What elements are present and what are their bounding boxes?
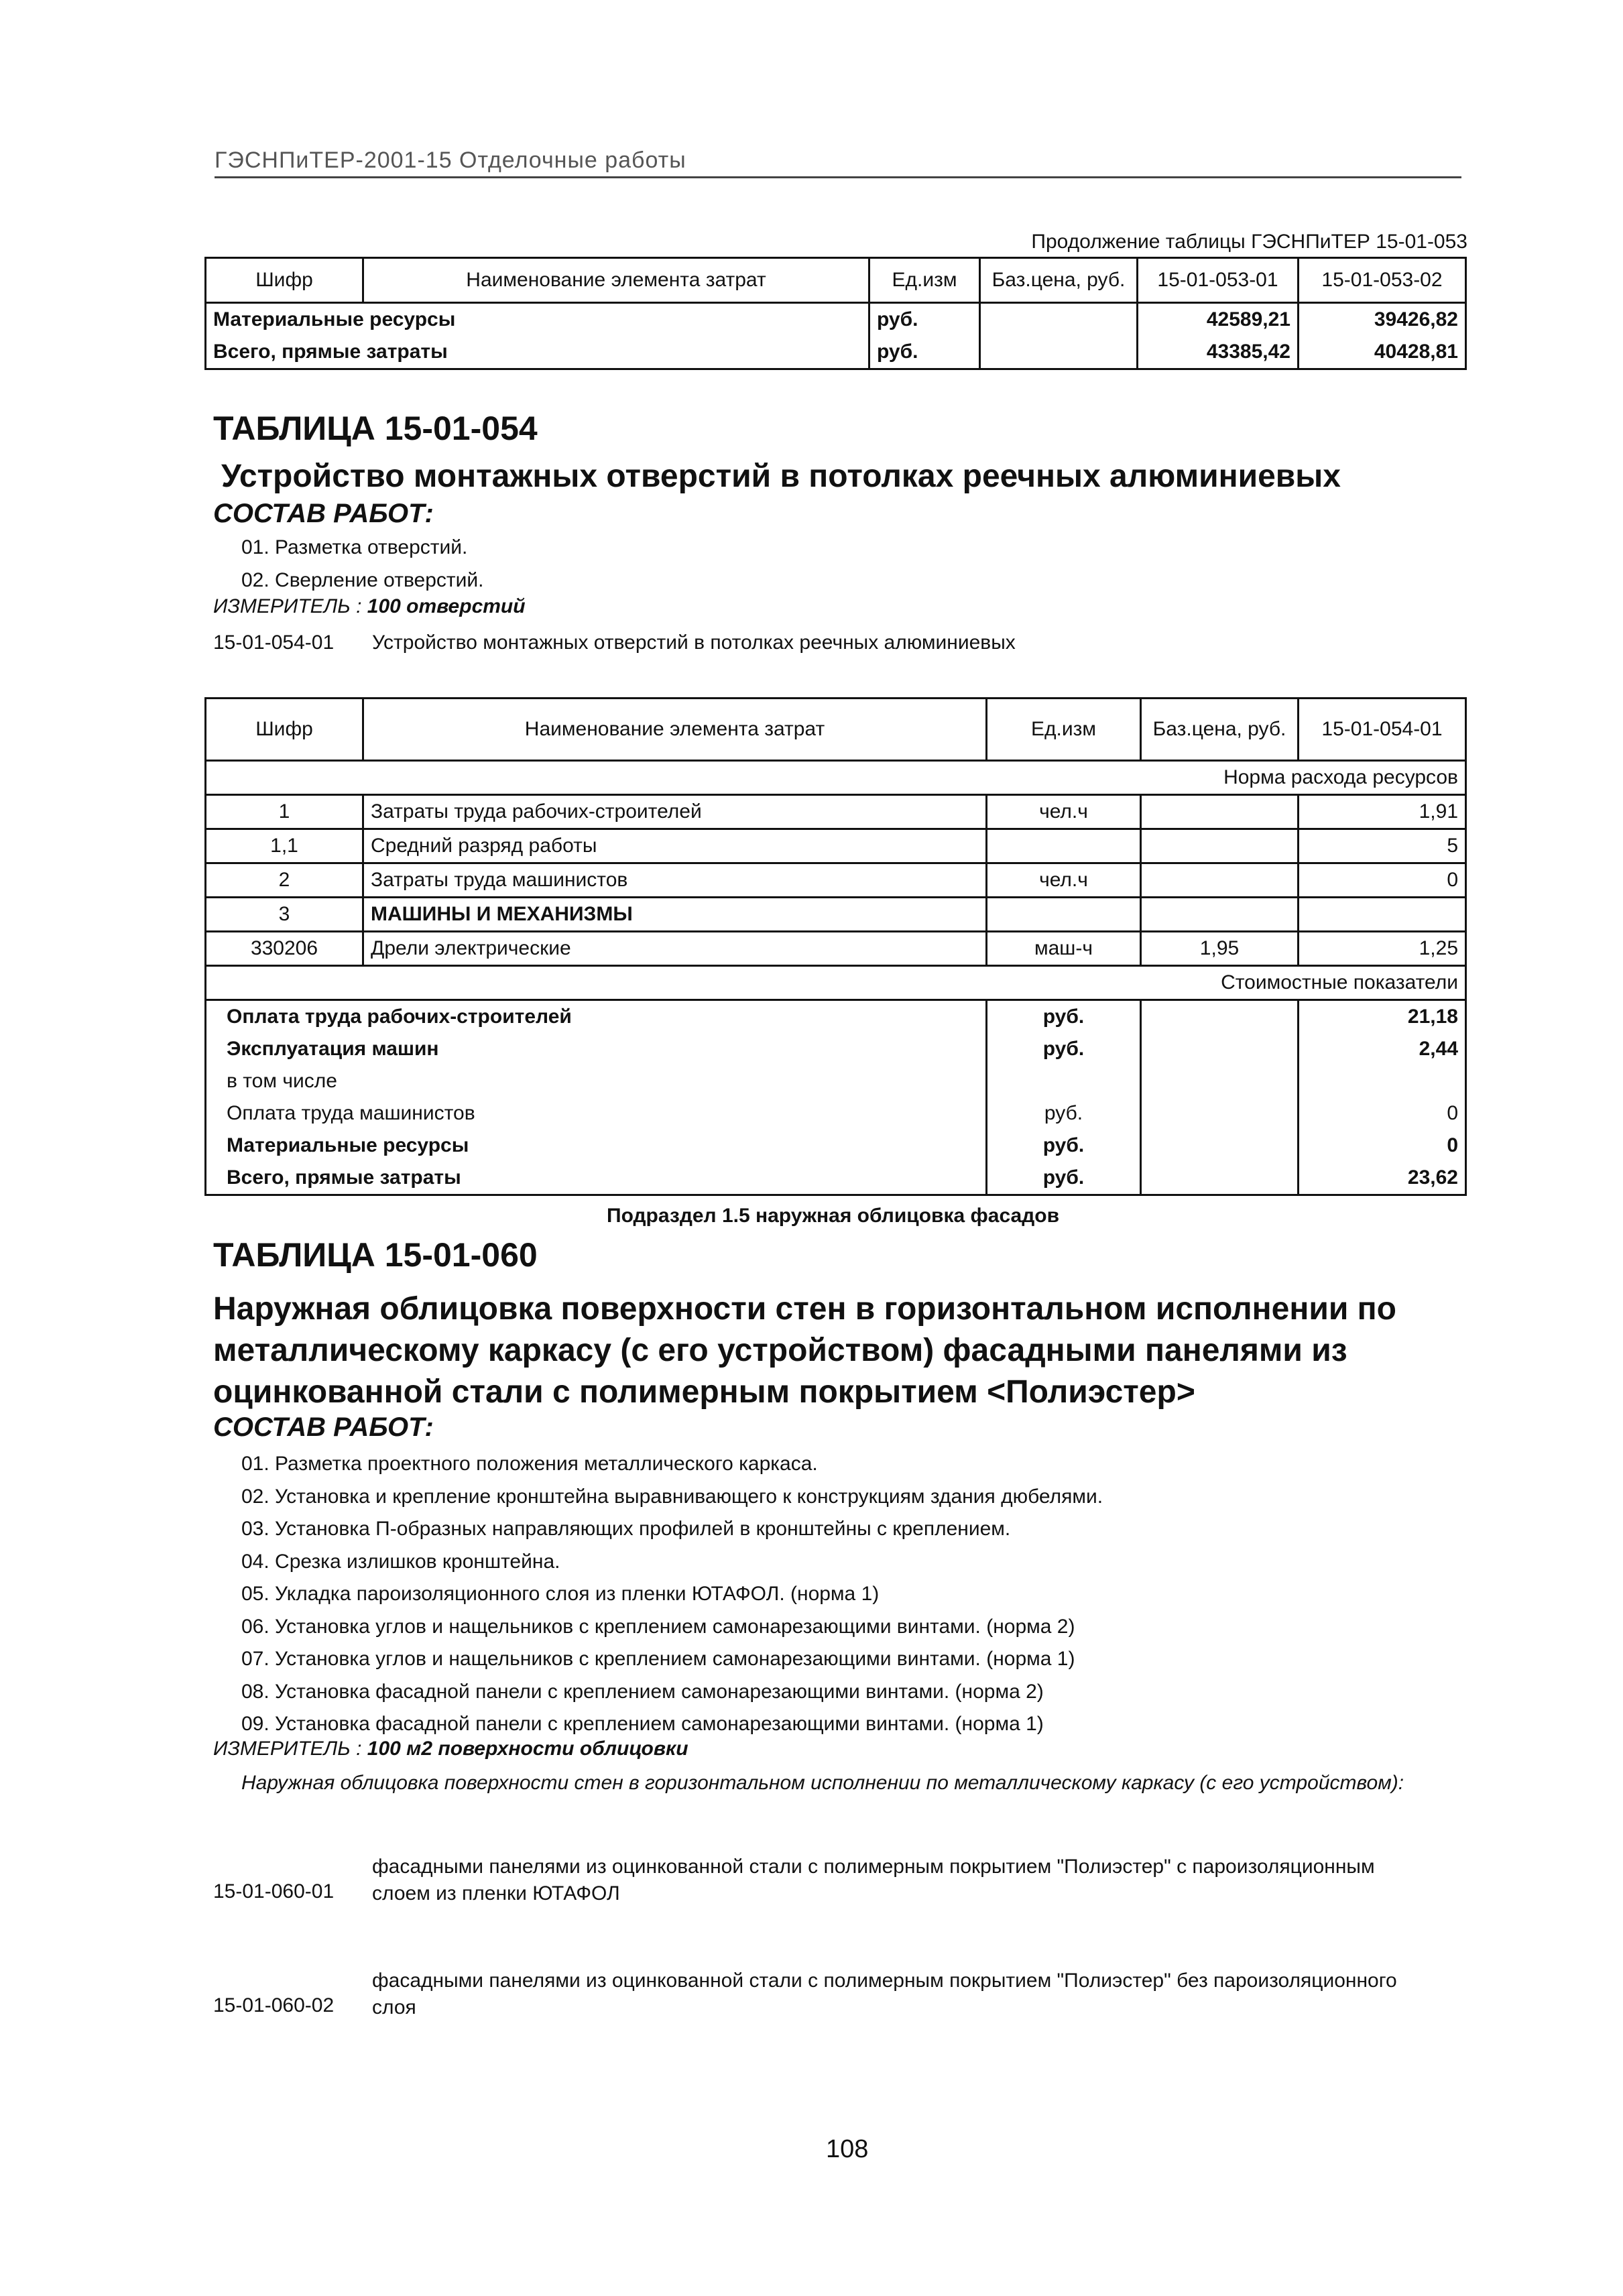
variant-line: слоем из пленки ЮТАФОЛ — [372, 1882, 620, 1905]
work-step: 02. Установка и крепление кронштейна выравнивающего к конструкциям здания дюбелями. — [241, 1485, 1103, 1508]
variant-line: слоя — [372, 1996, 416, 2018]
row-value: 39426,82 — [1299, 303, 1466, 337]
header-cell: 15-01-054-01 — [1299, 699, 1466, 761]
row-name: МАШИНЫ И МЕХАНИЗМЫ — [363, 898, 987, 932]
work-step: 02. Сверление отверстий. — [241, 569, 484, 591]
cost-price — [1141, 1000, 1299, 1034]
work-step: 05. Укладка пароизоляционного слоя из пленки ЮТАФОЛ. (норма 1) — [241, 1583, 880, 1605]
row-unit: руб. — [869, 303, 980, 337]
row-name: Всего, прямые затраты — [206, 336, 869, 369]
row-price: 1,95 — [1141, 932, 1299, 966]
work-step: 07. Установка углов и нащельников с креплением самонарезающими винтами. (норма 1) — [241, 1648, 1075, 1670]
measure-value: 100 отверстий — [367, 595, 526, 617]
table-row — [206, 303, 1466, 337]
header-cell: 15-01-053-01 — [1138, 258, 1299, 303]
work-step: 04. Срезка излишков кронштейна. — [241, 1550, 560, 1573]
header-cell: 15-01-053-02 — [1299, 258, 1466, 303]
cost-value: 0 — [1299, 1130, 1466, 1162]
row-value: 40428,81 — [1299, 336, 1466, 369]
work-step: 09. Установка фасадной панели с креплением самонарезающими винтами. (норма 1) — [241, 1713, 1044, 1735]
measure-value: 100 м2 поверхности облицовки — [367, 1738, 688, 1760]
measure-label: ИЗМЕРИТЕЛЬ : — [213, 595, 362, 617]
header-cell: Наименование элемента затрат — [363, 258, 869, 303]
table-row — [206, 795, 1466, 829]
cost-name: Оплата труда машинистов — [206, 1097, 987, 1130]
cost-price — [1141, 1033, 1299, 1065]
works-heading: СОСТАВ РАБОТ: — [213, 499, 434, 528]
row-name: Дрели электрические — [363, 932, 987, 966]
row-value: 43385,42 — [1138, 336, 1299, 369]
variants-lead: Наружная облицовка поверхности стен в горизонтальном исполнении по металлическому каркасу (с его устройством): — [241, 1772, 1404, 1794]
cost-row — [206, 1033, 1466, 1065]
row-name: Затраты труда рабочих-строителей — [363, 795, 987, 829]
row-value: 42589,21 — [1138, 303, 1299, 337]
row-unit: маш-ч — [987, 932, 1141, 966]
norm-section-label: Норма расхода ресурсов — [206, 761, 1466, 795]
header-cell: Ед.изм — [869, 258, 980, 303]
table-row — [206, 898, 1466, 932]
cost-section-label: Стоимостные показатели — [206, 966, 1466, 1000]
subtitle-line: оцинкованной стали с полимерным покрытием <Полиэстер> — [213, 1374, 1195, 1410]
header-cell: Баз.цена, руб. — [1141, 699, 1299, 761]
continuation-table — [204, 257, 1467, 370]
resource-table — [204, 697, 1467, 1196]
row-price — [980, 336, 1138, 369]
continuation-caption: Продолжение таблицы ГЭСНПиТЕР 15-01-053 — [1031, 231, 1467, 253]
cost-row — [206, 1097, 1466, 1130]
cost-row — [206, 1162, 1466, 1195]
table-header-row — [206, 258, 1466, 303]
running-head: ГЭСНПиТЕР-2001-15 Отделочные работы — [215, 147, 1461, 178]
work-step: 03. Установка П-образных направляющих профилей в кронштейны с креплением. — [241, 1518, 1011, 1540]
cost-unit: руб. — [987, 1000, 1141, 1034]
row-price — [1141, 795, 1299, 829]
measure-line — [213, 595, 526, 618]
variant-code: 15-01-060-02 — [213, 1994, 335, 2016]
cost-value: 21,18 — [1299, 1000, 1466, 1034]
row-value: 0 — [1299, 863, 1466, 898]
subsection-heading: Подраздел 1.5 наружная облицовка фасадов — [607, 1205, 1060, 1227]
variant-description — [372, 1854, 1375, 1907]
cost-price — [1141, 1097, 1299, 1130]
row-unit: чел.ч — [987, 863, 1141, 898]
cost-unit — [987, 1065, 1141, 1097]
row-code: 1,1 — [206, 829, 363, 863]
variant-description — [372, 1968, 1397, 2021]
row-price — [980, 303, 1138, 337]
header-cell: Шифр — [206, 699, 363, 761]
table-title: ТАБЛИЦА 15-01-060 — [213, 1236, 538, 1274]
measure-label: ИЗМЕРИТЕЛЬ : — [213, 1738, 362, 1760]
cost-value: 2,44 — [1299, 1033, 1466, 1065]
subtitle-line: Наружная облицовка поверхности стен в горизонтальном исполнении по — [213, 1291, 1396, 1327]
row-name: Средний разряд работы — [363, 829, 987, 863]
page-number: 108 — [826, 2135, 869, 2163]
cost-value — [1299, 1065, 1466, 1097]
table-row — [206, 932, 1466, 966]
norm-code: 15-01-054-01 — [213, 631, 335, 654]
cost-name: Эксплуатация машин — [206, 1033, 987, 1065]
cost-name: Материальные ресурсы — [206, 1130, 987, 1162]
table-row — [206, 863, 1466, 898]
row-unit: чел.ч — [987, 795, 1141, 829]
norm-description: Устройство монтажных отверстий в потолках реечных алюминиевых — [372, 631, 1016, 654]
variant-line: фасадными панелями из оцинкованной стали с полимерным покрытием "Полиэстер" без пароизоляционного — [372, 1970, 1397, 1992]
row-price — [1141, 829, 1299, 863]
cost-row — [206, 1000, 1466, 1034]
table-title: ТАБЛИЦА 15-01-054 — [213, 410, 538, 447]
row-code: 2 — [206, 863, 363, 898]
cost-value: 23,62 — [1299, 1162, 1466, 1195]
header-cell: Баз.цена, руб. — [980, 258, 1138, 303]
table-subtitle: Устройство монтажных отверстий в потолках реечных алюминиевых — [221, 459, 1341, 494]
works-heading: СОСТАВ РАБОТ: — [213, 1412, 434, 1442]
cost-row — [206, 1130, 1466, 1162]
row-name: Материальные ресурсы — [206, 303, 869, 337]
row-code: 330206 — [206, 932, 363, 966]
cost-value: 0 — [1299, 1097, 1466, 1130]
row-name: Затраты труда машинистов — [363, 863, 987, 898]
row-value: 1,25 — [1299, 932, 1466, 966]
header-cell: Ед.изм — [987, 699, 1141, 761]
subtitle-line: металлическому каркасу (с его устройством) фасадными панелями из — [213, 1333, 1347, 1368]
header-cell: Наименование элемента затрат — [363, 699, 987, 761]
header-cell: Шифр — [206, 258, 363, 303]
cost-price — [1141, 1065, 1299, 1097]
work-step: 06. Установка углов и нащельников с креплением самонарезающими винтами. (норма 2) — [241, 1615, 1075, 1638]
row-code: 1 — [206, 795, 363, 829]
work-step: 01. Разметка отверстий. — [241, 536, 468, 558]
norm-section-row — [206, 761, 1466, 795]
variant-line: фасадными панелями из оцинкованной стали с полимерным покрытием "Полиэстер" с пароизоляционным — [372, 1856, 1375, 1878]
cost-unit: руб. — [987, 1162, 1141, 1195]
row-price — [1141, 863, 1299, 898]
work-steps-list — [241, 1448, 1103, 1741]
row-value: 1,91 — [1299, 795, 1466, 829]
measure-line — [213, 1738, 688, 1760]
table-row — [206, 336, 1466, 369]
cost-row — [206, 1065, 1466, 1097]
row-price — [1141, 898, 1299, 932]
cost-unit: руб. — [987, 1033, 1141, 1065]
cost-unit: руб. — [987, 1130, 1141, 1162]
row-unit: руб. — [869, 336, 980, 369]
cost-section-row — [206, 966, 1466, 1000]
table-subtitle — [213, 1288, 1396, 1413]
cost-name: Всего, прямые затраты — [206, 1162, 987, 1195]
cost-unit: руб. — [987, 1097, 1141, 1130]
row-unit — [987, 898, 1141, 932]
cost-price — [1141, 1130, 1299, 1162]
cost-price — [1141, 1162, 1299, 1195]
table-header-row — [206, 699, 1466, 761]
variant-code: 15-01-060-01 — [213, 1880, 335, 1902]
table-row — [206, 829, 1466, 863]
row-unit — [987, 829, 1141, 863]
row-code: 3 — [206, 898, 363, 932]
row-value — [1299, 898, 1466, 932]
work-step: 08. Установка фасадной панели с креплением самонарезающими винтами. (норма 2) — [241, 1680, 1044, 1703]
cost-name: в том числе — [206, 1065, 987, 1097]
cost-name: Оплата труда рабочих-строителей — [206, 1000, 987, 1034]
row-value: 5 — [1299, 829, 1466, 863]
work-step: 01. Разметка проектного положения металлического каркаса. — [241, 1453, 818, 1475]
